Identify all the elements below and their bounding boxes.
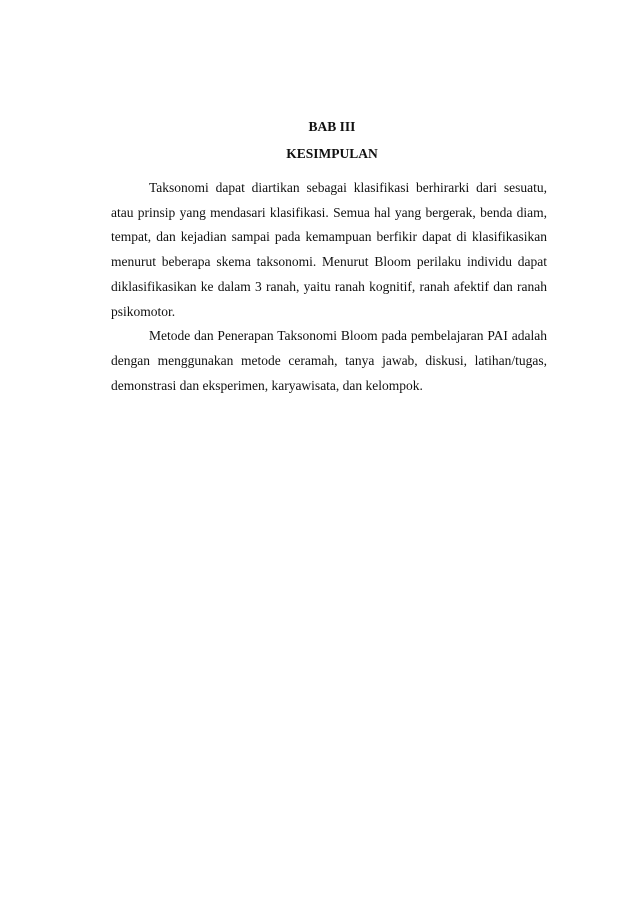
paragraph-bloom-methods: Metode dan Penerapan Taksonomi Bloom pada pembelajaran PAI adalah dengan menggunakan metode ceramah, tanya jawab, diskusi, latihan/tugas, demonstrasi dan eksperimen, karyawisata, dan kelompok. [111,328,547,393]
body-text [111,176,547,398]
chapter-title: KESIMPULAN [286,146,378,161]
paragraph-taxonomy-definition: Taksonomi dapat diartikan sebagai klasifikasi berhirarki dari sesuatu, atau prinsip yang mendasari klasifikasi. Semua hal yang bergerak, benda diam, tempat, dan kejadian sampai pada kemampuan berfikir dapat di klasifikasikan menurut beberapa skema taksonomi. Menurut Bloom perilaku individu dapat diklasifikasikan ke dalam 3 ranah, yaitu ranah kognitif, ranah afektif dan ranah psikomotor. [111,180,547,319]
chapter-number: BAB III [308,119,356,134]
